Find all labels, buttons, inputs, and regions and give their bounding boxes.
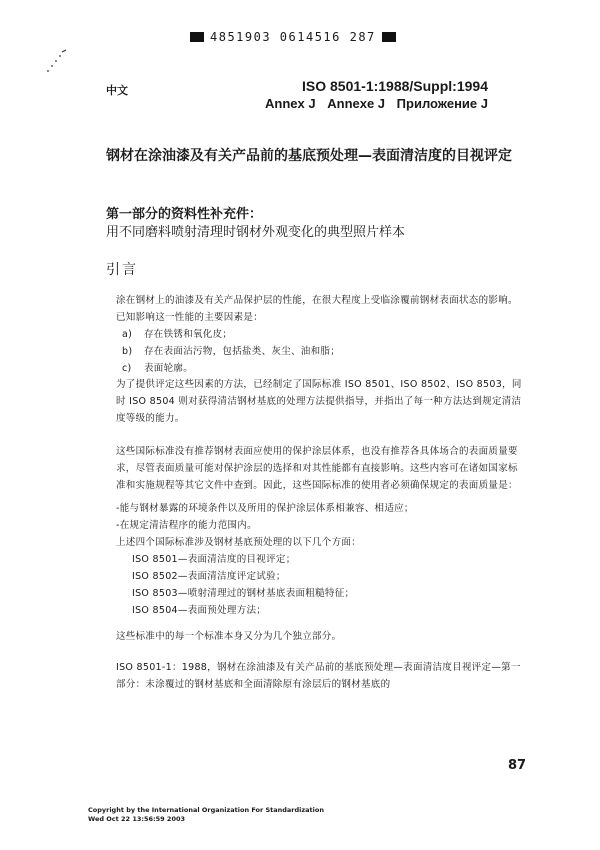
list-item-label: c) [122, 363, 132, 374]
requirement-list [116, 500, 526, 619]
part-heading: 第一部分的资料性补充件： [106, 207, 263, 222]
part-subtitle: 用不同磨料喷射清理时钢材外观变化的典型照片样本 [106, 225, 406, 240]
intro-heading: 引言 [106, 262, 138, 278]
list-item [116, 343, 526, 360]
intro-paragraph-5: 这些标准中的每一个标准本身又分为几个独立部分。 [116, 631, 342, 642]
list-item: ISO 8503—喷射清理过的钢材基底表面粗糙特征； [132, 588, 355, 599]
standard-number: ISO 8501-1:1988/Suppl:1994 [302, 78, 488, 94]
barcode-block-left [190, 32, 204, 42]
list-item: -在规定清洁程序的能力范围内。 [116, 520, 257, 531]
annex-en: Annex J [265, 96, 316, 111]
intro-paragraph-6: ISO 8501-1：1988，钢材在涂油漆及有关产品前的基底预处理—表面清洁度目视评定—第一部分：未涂覆过的钢材基底和全面清除原有涂层后的钢材基底的 [116, 662, 521, 690]
scan-artifact-mark [40, 48, 68, 76]
list-item [116, 326, 526, 343]
page-number: 87 [508, 758, 527, 773]
list-item-text: 表面轮廓。 [144, 363, 194, 374]
language-label: 中文 [106, 84, 128, 97]
intro-paragraph-2: 为了提供评定这些因素的方法，已经制定了国际标准 ISO 8501、ISO 8502、ISO 8503，同时 ISO 8504 则对获得清洁钢材基底的处理方法提供指导，并指出了每一种方法达到规定清洁度等级的能力。 [116, 379, 522, 424]
list-item [116, 360, 526, 377]
list-item-text: 存在表面沾污物，包括盐类、灰尘、油和脂； [144, 346, 341, 357]
factor-list [116, 326, 526, 377]
timestamp-text: Wed Oct 22 13:56:59 2003 [88, 815, 186, 823]
annex-ru: Приложение J [396, 96, 488, 111]
list-item-text: 存在铁锈和氧化皮； [144, 329, 233, 340]
copyright-text: Copyright by the International Organization For Standardization [88, 806, 324, 814]
list-item-label: a) [122, 329, 133, 340]
intro-paragraph-4: 上述四个国际标准涉及钢材基底预处理的以下几个方面： [116, 537, 362, 548]
list-item: -能与钢材暴露的环境条件以及所用的保护涂层体系相兼容、相适应； [116, 503, 414, 514]
copyright-footer [88, 806, 324, 824]
annex-fr: Annexe J [327, 96, 386, 111]
barcode-header [190, 30, 396, 44]
intro-paragraph-1: 涂在钢材上的油漆及有关产品保护层的性能，在很大程度上受临涂覆前钢材表面状态的影响。已知影响这一性能的主要因素是： [116, 295, 518, 323]
list-item: ISO 8504—表面预处理方法； [132, 605, 267, 616]
list-item-label: b) [122, 346, 133, 357]
barcode-block-right [382, 32, 396, 42]
annex-labels [257, 96, 488, 111]
barcode-text: 4851903 0614516 287 [210, 30, 376, 44]
list-item: ISO 8502—表面清洁度评定试验； [132, 571, 286, 582]
document-title: 钢材在涂油漆及有关产品前的基底预处理—表面清洁度的目视评定 [106, 148, 512, 164]
intro-paragraph-3: 这些国际标准没有推荐钢材表面应使用的保护涂层体系，也没有推荐各具体场合的表面质量要求，尽管表面质量可能对保护涂层的选择和对其性能都有直接影响。这些内容可在诸如国家标准和实施规程等其它文件中查到。因此，这些国际标准的使用者必须确保规定的表面质量是： [116, 446, 518, 491]
standard-reference [257, 78, 488, 111]
list-item: ISO 8501—表面清洁度的目视评定； [132, 554, 296, 565]
